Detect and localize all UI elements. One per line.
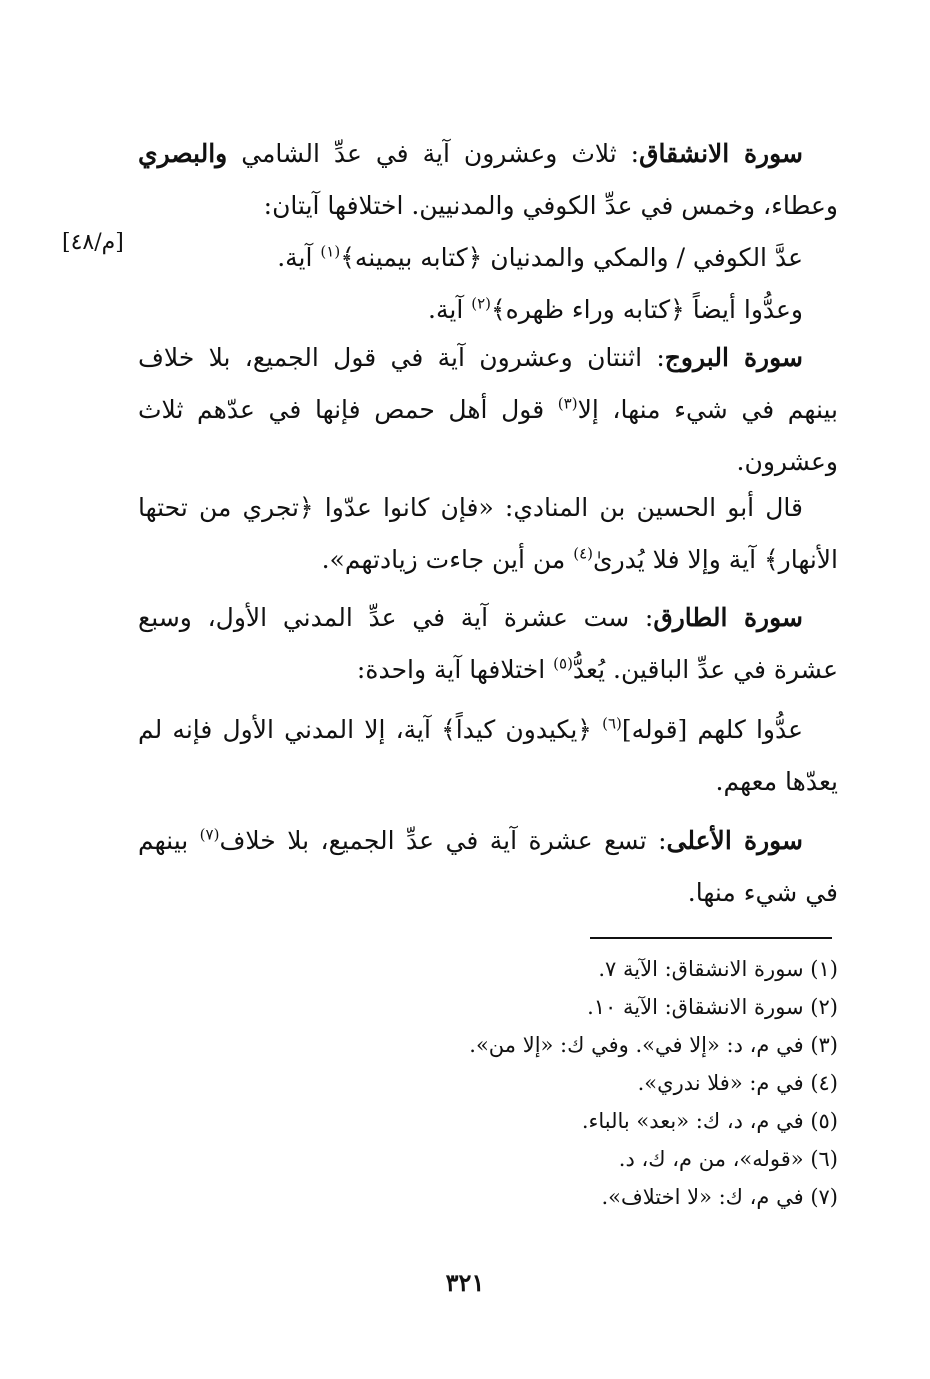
munadi-section [138,482,838,586]
sura-title-tariq: سورة الطارق [653,603,803,632]
verse-2-tail: آية. [428,295,472,324]
footnote-5: (٥) في م، د، ك: «بعد» بالباء. [581,1109,838,1133]
buruj-tail: قول أهل حمص فإنها في عدّهم ثلاث وعشرون. [138,395,838,476]
tariq-paragraph [138,592,838,696]
footnote-6: (٦) «قوله»، من م، ك، د. [618,1147,838,1171]
munadi-text: قال أبو الحسين بن المنادي: «فإن كانوا عدّوا ﴿تجري من تحتها الأنهار﴾ آية وإلا فلا يُدرىٰ [138,493,838,574]
footnote-ref-3: (٣) [557,394,578,413]
margin-reference: [م/٤٨] [62,230,124,255]
footnote-7: (٧) في م، ك: «لا اختلاف». [601,1185,838,1209]
footnote-4: (٤) في م: «فلا ندري». [637,1071,838,1095]
munadi-tail: من أين جاءت زيادتهم». [321,545,574,574]
footnote-ref-4: (٤) [573,544,594,563]
inshiqaq-verse-2 [138,284,838,336]
ala-paragraph [138,815,838,919]
inshiqaq-paragraph [138,128,838,232]
kayd-text: عدُّوا كلهم [قوله] [621,715,804,744]
footnote-3: (٣) في م، د: «إلا في». وفي ك: «إلا من». [469,1033,838,1057]
kayd-paragraph [138,704,838,808]
tariq-tail: اختلافها آية واحدة: [356,655,554,684]
inshiqaq-text-2: وعطاء، وخمس في عدِّ الكوفي والمدنيين. اختلافها آيتان: [263,191,838,220]
tariq-text: : ست عشرة آية في عدِّ المدني الأول، وسبع عشرة في عدِّ الباقين. يُعدُّ [138,603,838,684]
buruj-text: : اثنتان وعشرون آية في قول الجميع، بلا خلاف بينهم في شيء منها، إلا [138,343,838,424]
footnote-ref-6: (٦) [602,714,622,733]
verse-1-text: عدَّ الكوفي / والمكي والمدنيان ﴿كتابه بيمينه﴾ [340,243,803,272]
footnote-divider [590,937,832,939]
page-number: ٣٢١ [445,1268,485,1297]
ala-section [138,815,838,919]
kayd-tail: ﴿يكيدون كيداً﴾ آية، إلا المدني الأول فإنه لم يعدّها معهم. [138,715,838,796]
footnote-ref-5: (٥) [553,654,573,673]
inshiqaq-verse-1 [138,232,838,284]
inshiqaq-section [138,128,838,336]
inshiqaq-bold-word: والبصري [138,139,228,168]
inshiqaq-text: : ثلاث وعشرون آية في عدِّ الشامي [241,139,640,168]
verse-2-text: وعدُّوا أيضاً ﴿كتابه وراء ظهره﴾ [491,295,803,324]
footnote-2: (٢) سورة الانشقاق: الآية ١٠. [587,995,838,1019]
footnote-ref-1: (١) [320,242,341,261]
ala-tail: بينهم في شيء منها. [138,826,838,907]
buruj-paragraph [138,332,838,488]
footnote-1: (١) سورة الانشقاق: الآية ٧. [598,957,838,981]
buruj-section [138,332,838,488]
tariq-section [138,592,838,696]
ala-text: : تسع عشرة آية في عدِّ الجميع، بلا خلاف [219,826,667,855]
kayd-section [138,704,838,808]
munadi-paragraph [138,482,838,586]
sura-title-ala: سورة الأعلى [666,826,804,855]
sura-title-buruj: سورة البروج [664,343,803,372]
sura-title-inshiqaq: سورة الانشقاق [639,139,803,168]
verse-1-tail: آية. [277,243,321,272]
footnote-ref-2: (٢) [471,294,491,313]
footnotes [138,950,838,1216]
footnote-ref-7: (٧) [199,825,220,844]
